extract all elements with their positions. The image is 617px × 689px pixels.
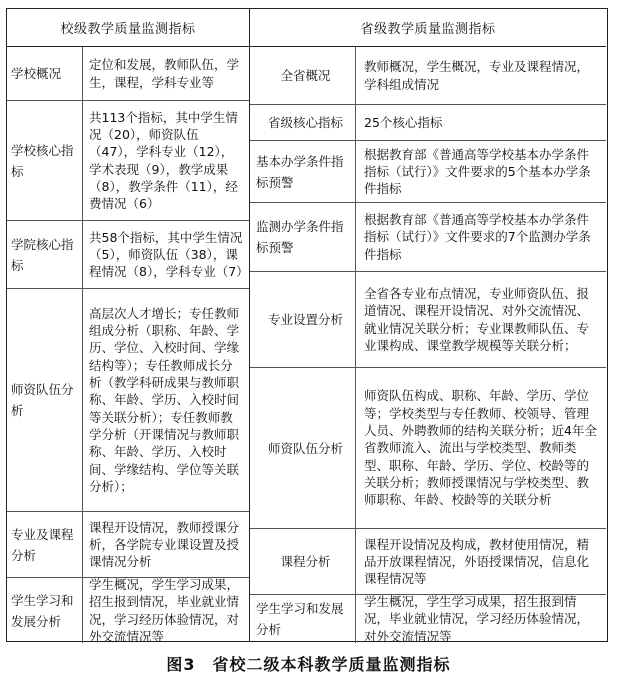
table-row — [250, 105, 606, 141]
row-label: 学院核心指标 — [7, 221, 83, 288]
row-description: 高层次人才增长；专任教师组成分析（职称、年龄、学历、学位、入校时间、学缘结构等）；专任教师成长分析（教学科研成果与教师职称、年龄、学历、入校时间等关联分析）；专任教师教学分析（开课情况与教师职称、年龄、学历、入校时间、学缘结构、学位等关联分析）； — [89, 305, 240, 494]
row-label: 课程分析 — [250, 529, 356, 594]
school-level-header: 校级教学质量监测指标 — [7, 9, 249, 47]
row-description: 师资队伍构成、职称、年龄、学历、学位等；学校类型与专任教师、校领导、管理人员、外聘教师的结构关联分析；近4年全省教师流入、流出与学校类型、教师类型、职称、年龄、学历、学位、校龄等的关联分析；教师授课情况与学校类型、教师职称、年龄、校龄等的关联分析 — [364, 388, 597, 508]
table-row — [250, 272, 606, 368]
row-label: 基本办学条件指标预警 — [250, 141, 356, 202]
table-row — [250, 595, 606, 643]
row-description: 学生概况，学生学习成果，招生报到情况，毕业就业情况，学习经历体验情况，对外交流情况等 — [364, 594, 590, 644]
table-row — [7, 578, 249, 643]
row-label: 师资队伍分析 — [250, 368, 356, 528]
row-label: 学生学习和发展分析 — [250, 595, 356, 643]
row-label: 专业及课程分析 — [7, 512, 83, 577]
table-row — [250, 47, 606, 105]
row-description: 共58个指标，其中学生情况（5），师资队伍（38），课程情况（8），学科专业（7） — [89, 229, 249, 280]
table-row — [250, 368, 606, 529]
table-row — [7, 101, 249, 221]
indicator-table — [6, 8, 608, 642]
row-label: 监测办学条件指标预警 — [250, 203, 356, 271]
table-row — [250, 529, 606, 595]
row-description: 全省各专业布点情况，专业师资队伍、报道情况、课程开设情况、对外交流情况、就业情况关联分析；专业课教师队伍、专业课构成、课堂教学规模等关联分析； — [364, 285, 590, 353]
row-description: 25个核心指标 — [364, 114, 443, 130]
row-description: 学生概况，学生学习成果，招生报到情况，毕业就业情况，学习经历体验情况，对外交流情况等 — [89, 576, 240, 644]
row-label: 师资队伍分析 — [7, 289, 83, 511]
row-label: 省级核心指标 — [250, 105, 356, 140]
table-row — [7, 47, 249, 101]
row-description: 根据教育部《普通高等学校基本办学条件指标（试行）》文件要求的5个基本办学条件指标 — [364, 146, 591, 197]
row-label: 学校核心指标 — [7, 101, 83, 220]
table-row — [7, 289, 249, 512]
row-label: 全省概况 — [250, 47, 356, 104]
row-description: 教师概况，学生概况，专业及课程情况，学科组成情况 — [364, 59, 590, 92]
row-description: 定位和发展，教师队伍，学生，课程，学科专业等 — [89, 57, 240, 90]
table-row — [250, 141, 606, 203]
row-label: 学生学习和发展分析 — [7, 578, 83, 643]
table-row — [250, 203, 606, 272]
row-label: 专业设置分析 — [250, 272, 356, 367]
row-description: 课程开设情况及构成，教材使用情况，精品开放课程情况，外语授课情况，信息化课程情况等 — [364, 536, 590, 587]
row-description: 共113个指标，其中学生情况（20），师资队伍（47），学科专业（12），学术表现（9），教学成果（8），教学条件（11），经费情况（6） — [89, 109, 238, 212]
school-level-column — [7, 9, 250, 644]
province-level-header: 省级教学质量监测指标 — [250, 9, 606, 47]
figure-caption: 图3 省校二级本科教学质量监测指标 — [166, 655, 451, 674]
row-description: 课程开设情况，教师授课分析，各学院专业课设置及授课情况分析 — [89, 519, 240, 570]
row-description: 根据教育部《普通高等学校基本办学条件指标（试行）》文件要求的7个监测办学条件指标 — [364, 212, 591, 262]
table-row — [7, 512, 249, 578]
table-row — [7, 221, 249, 289]
province-level-column — [250, 9, 606, 644]
row-label: 学校概况 — [7, 47, 83, 100]
